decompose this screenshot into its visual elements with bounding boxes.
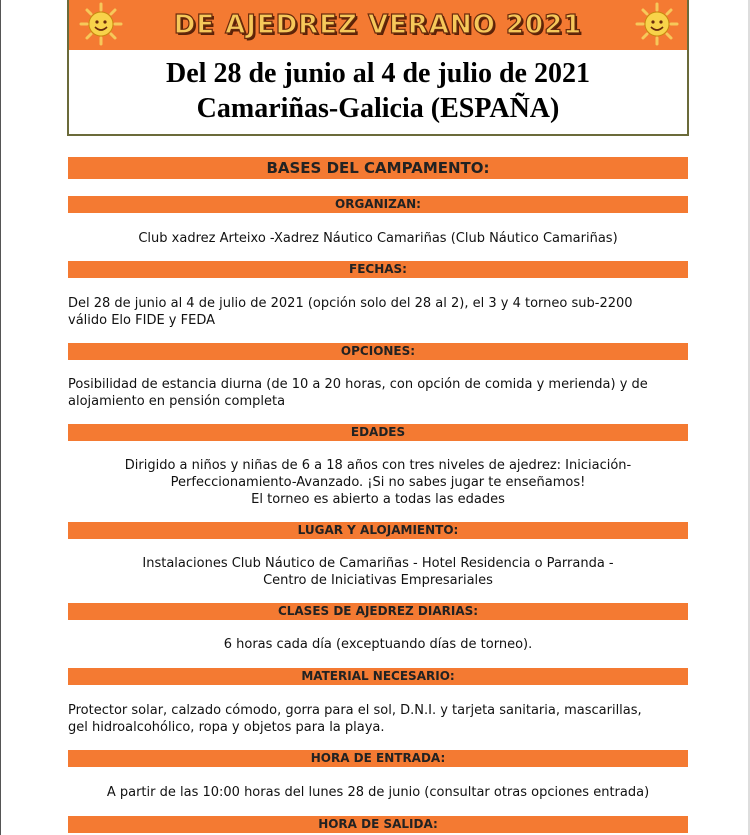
section-heading-opciones: OPCIONES: bbox=[68, 343, 688, 360]
text-line: Centro de Iniciativas Empresariales bbox=[263, 573, 493, 588]
text-line: gel hidroalcohólico, ropa y objetos para la playa. bbox=[68, 720, 385, 735]
section-heading-fechas: FECHAS: bbox=[68, 261, 688, 278]
text-line: El torneo es abierto a todas las edades bbox=[251, 492, 505, 507]
text-line: Instalaciones Club Náutico de Camariñas - Hotel Residencia o Parranda - bbox=[142, 556, 614, 571]
section-heading-entrada: HORA DE ENTRADA: bbox=[68, 750, 688, 767]
header-banner bbox=[69, 0, 687, 50]
text-line: alojamiento en pensión completa bbox=[68, 394, 286, 409]
text-line: Posibilidad de estancia diurna (de 10 a 20 horas, con opción de comida y merienda) y de bbox=[68, 377, 648, 392]
text-line: Del 28 de junio al 4 de julio de 2021 (opción solo del 28 al 2), el 3 y 4 torneo sub-2200 bbox=[68, 296, 633, 311]
header-box bbox=[67, 0, 689, 136]
section-text-organizan bbox=[68, 230, 688, 247]
section-heading-clases: CLASES DE AJEDREZ DIARIAS: bbox=[68, 603, 688, 620]
section-text-material bbox=[68, 702, 688, 736]
main-title-bar: BASES DEL CAMPAMENTO: bbox=[68, 157, 688, 179]
text-line: A partir de las 10:00 horas del lunes 28 de junio (consultar otras opciones entrada) bbox=[106, 785, 650, 800]
section-text-entrada bbox=[68, 784, 688, 801]
text-line: válido Elo FIDE y FEDA bbox=[68, 313, 215, 328]
section-heading-material: MATERIAL NECESARIO: bbox=[68, 668, 688, 685]
section-text-clases bbox=[68, 636, 688, 653]
event-dates: Del 28 de junio al 4 de julio de 2021 bbox=[166, 58, 590, 89]
text-line: Dirigido a niños y niñas de 6 a 18 años con tres niveles de ajedrez: Iniciación- bbox=[124, 458, 632, 473]
text-line: Perfeccionamiento-Avanzado. ¡Si no sabes jugar te enseñamos! bbox=[170, 475, 586, 490]
text-line: Club xadrez Arteixo -Xadrez Náutico Camariñas (Club Náutico Camariñas) bbox=[138, 231, 618, 246]
section-text-opciones bbox=[68, 376, 688, 410]
section-heading-salida: HORA DE SALIDA: bbox=[68, 816, 688, 833]
section-text-edades bbox=[68, 457, 688, 508]
event-place: Camariñas-Galicia (ESPAÑA) bbox=[196, 93, 560, 124]
page-left-edge bbox=[0, 0, 1, 835]
section-heading-edades: EDADES bbox=[68, 424, 688, 441]
sun-icon bbox=[635, 2, 679, 46]
section-text-lugar bbox=[68, 555, 688, 589]
section-heading-lugar: LUGAR Y ALOJAMIENTO: bbox=[68, 522, 688, 539]
section-text-fechas bbox=[68, 295, 688, 329]
text-line: 6 horas cada día (exceptuando días de torneo). bbox=[223, 637, 533, 652]
section-heading-organizan: ORGANIZAN: bbox=[68, 196, 688, 213]
banner-title: DE AJEDREZ VERANO 2021 bbox=[173, 10, 583, 40]
text-line: Protector solar, calzado cómodo, gorra para el sol, D.N.I. y tarjeta sanitaria, mascarillas, bbox=[68, 703, 642, 718]
